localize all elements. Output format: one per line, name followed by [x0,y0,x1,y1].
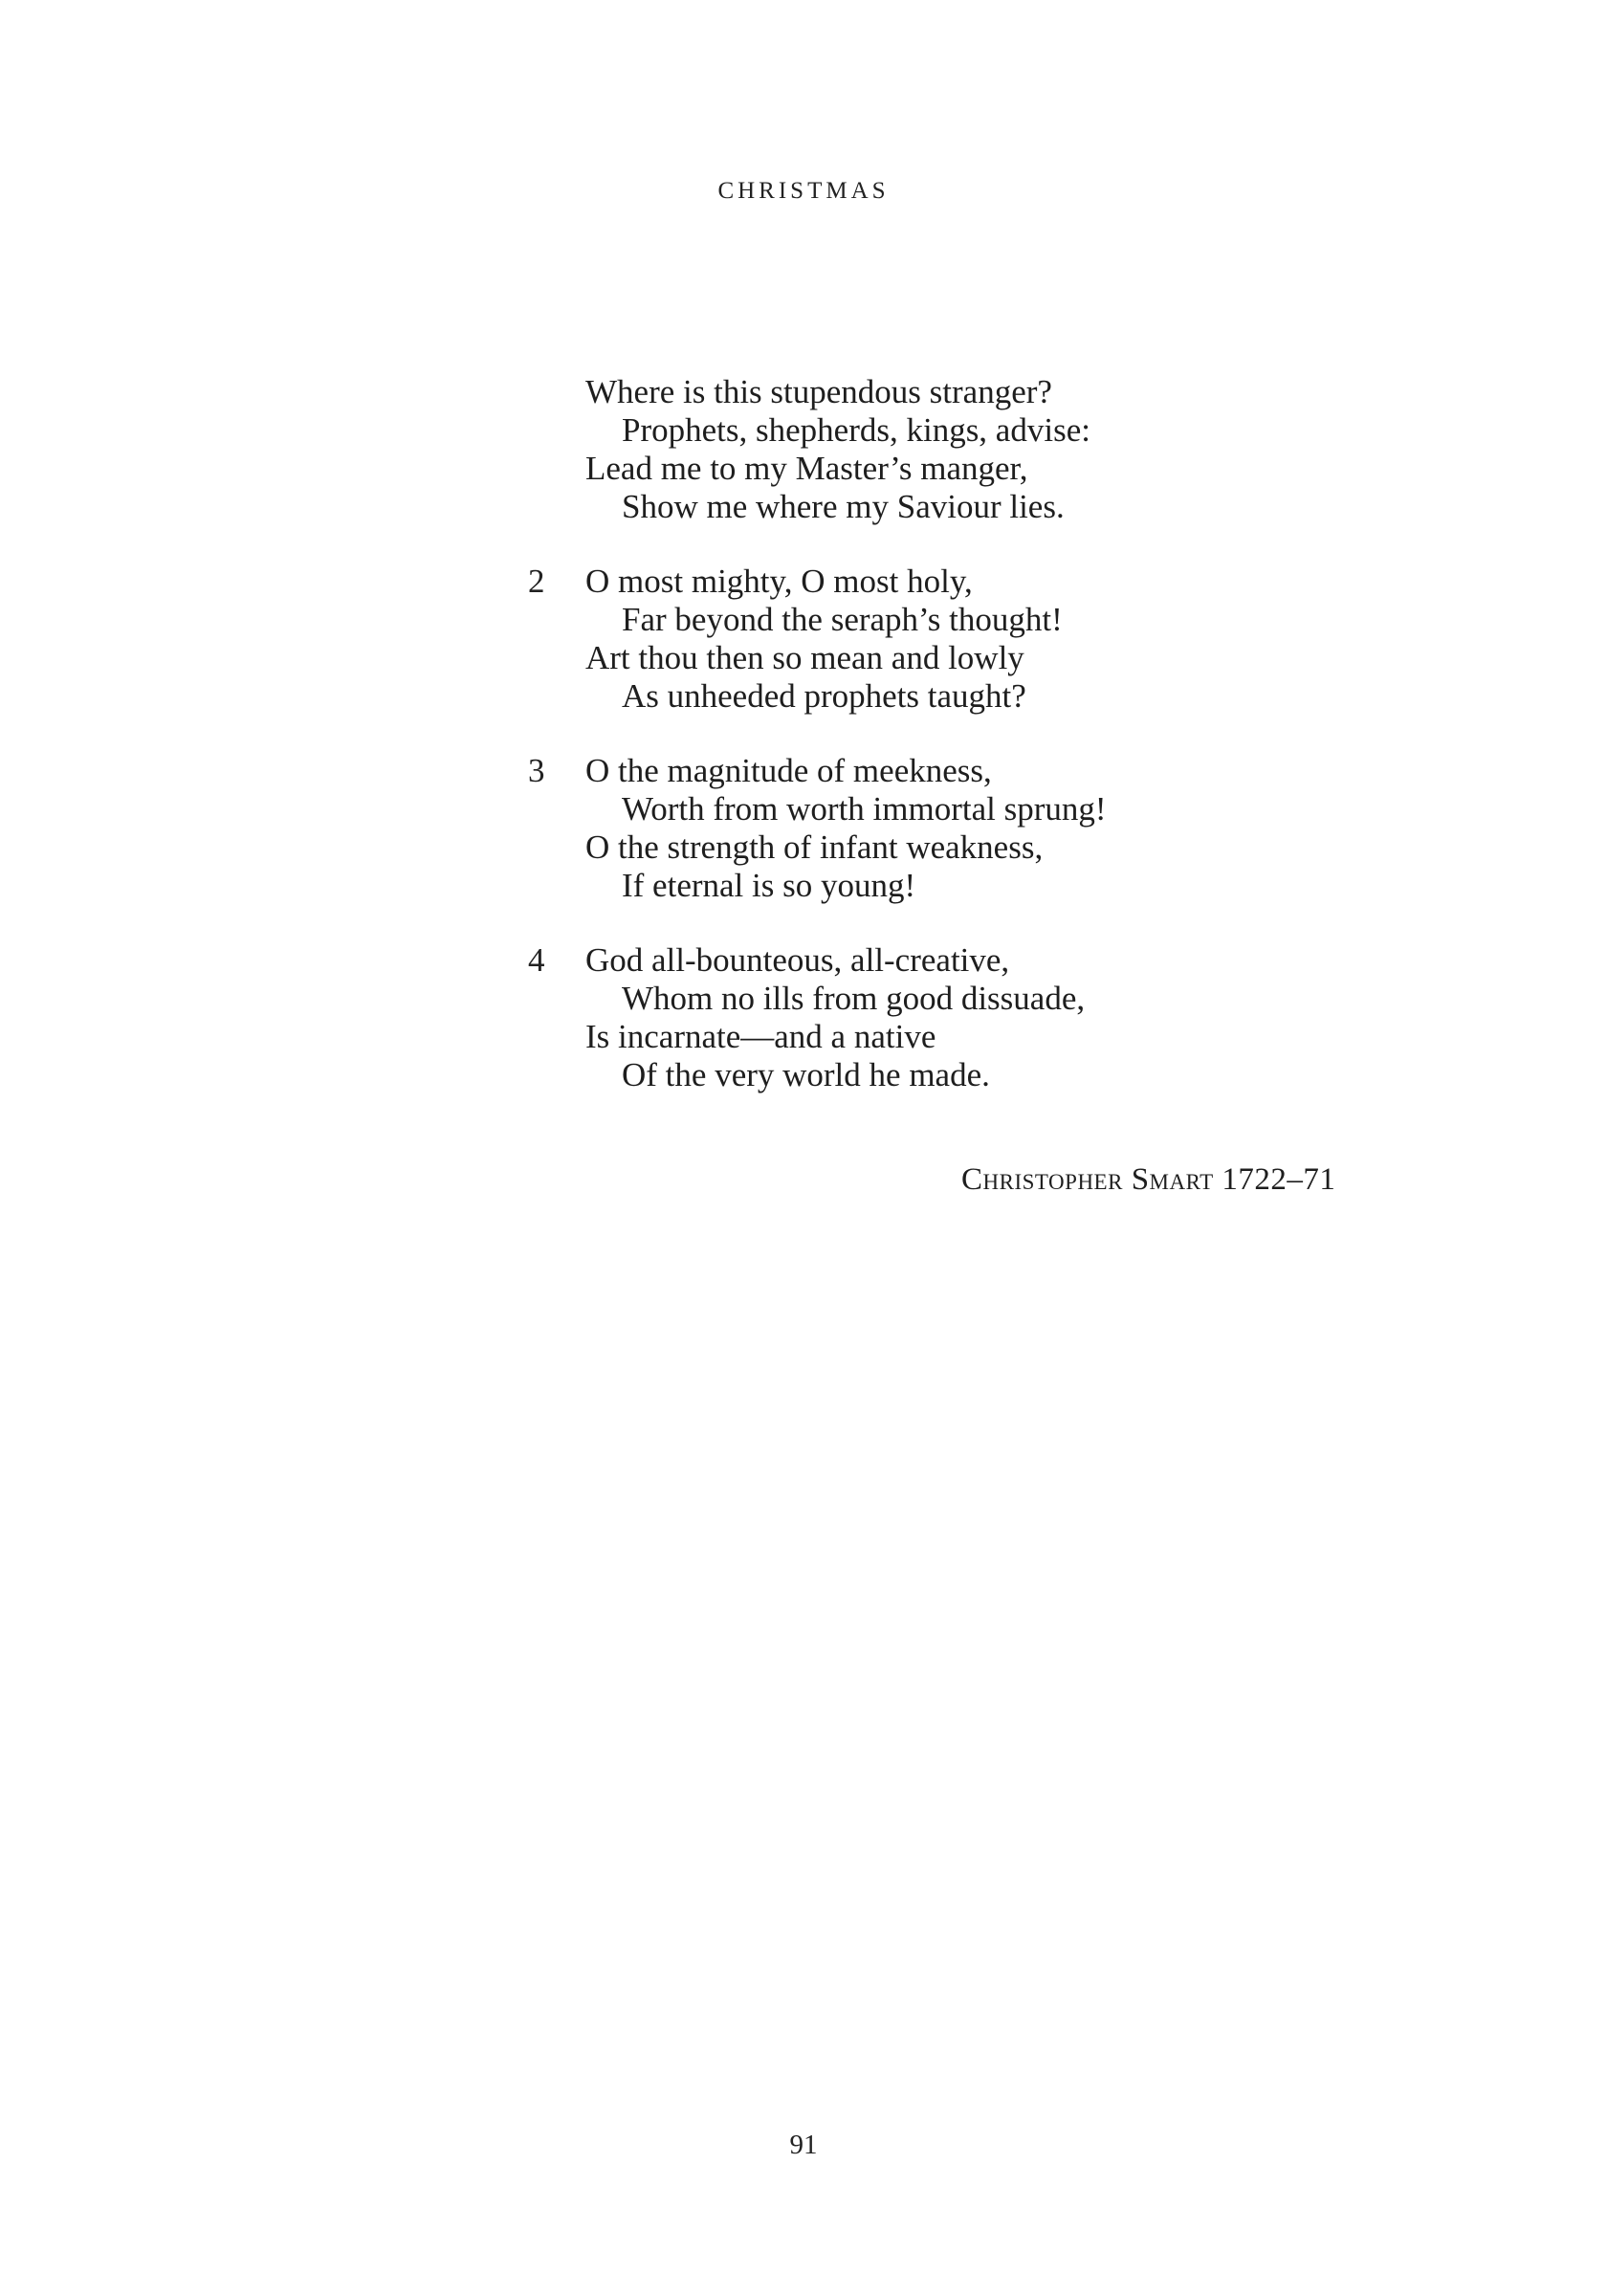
verse-4 [528,941,1446,1094]
verse-line: Prophets, shepherds, kings, advise: [622,411,1090,449]
verse-line: As unheeded prophets taught? [622,677,1026,715]
verse-line: If eternal is so young! [622,867,916,904]
verse-line: Is incarnate—and a native [585,1018,936,1055]
verse-1 [585,373,1446,526]
verse-line: Of the very world he made. [622,1056,990,1093]
verse-line: Lead me to my Master’s manger, [585,450,1028,487]
verse-number: 2 [528,563,545,600]
verse-line: O the magnitude of meekness, [585,752,992,789]
verse-3 [528,752,1446,905]
verse-line: Art thou then so mean and lowly [585,639,1024,676]
verse-line: Where is this stupendous stranger? [585,373,1052,410]
verse-2 [528,563,1446,716]
verse-line: Far beyond the seraph’s thought! [622,601,1063,638]
running-head: CHRISTMAS [717,178,890,204]
verse-number: 3 [528,752,545,789]
verse-line: O the strength of infant weakness, [585,828,1044,866]
verse-line: God all-bounteous, all-creative, [585,941,1010,979]
verse-line: O most mighty, O most holy, [585,563,973,600]
verse-line: Worth from worth immortal sprung! [622,790,1107,828]
verse-line: Show me where my Saviour lies. [622,488,1065,525]
verse-line: Whom no ills from good dissuade, [622,980,1086,1017]
verse-number: 4 [528,941,545,979]
author-attribution: Christopher Smart 1722–71 [961,1162,1336,1197]
hymn-text [528,373,1446,1131]
page-number: 91 [789,2130,818,2160]
